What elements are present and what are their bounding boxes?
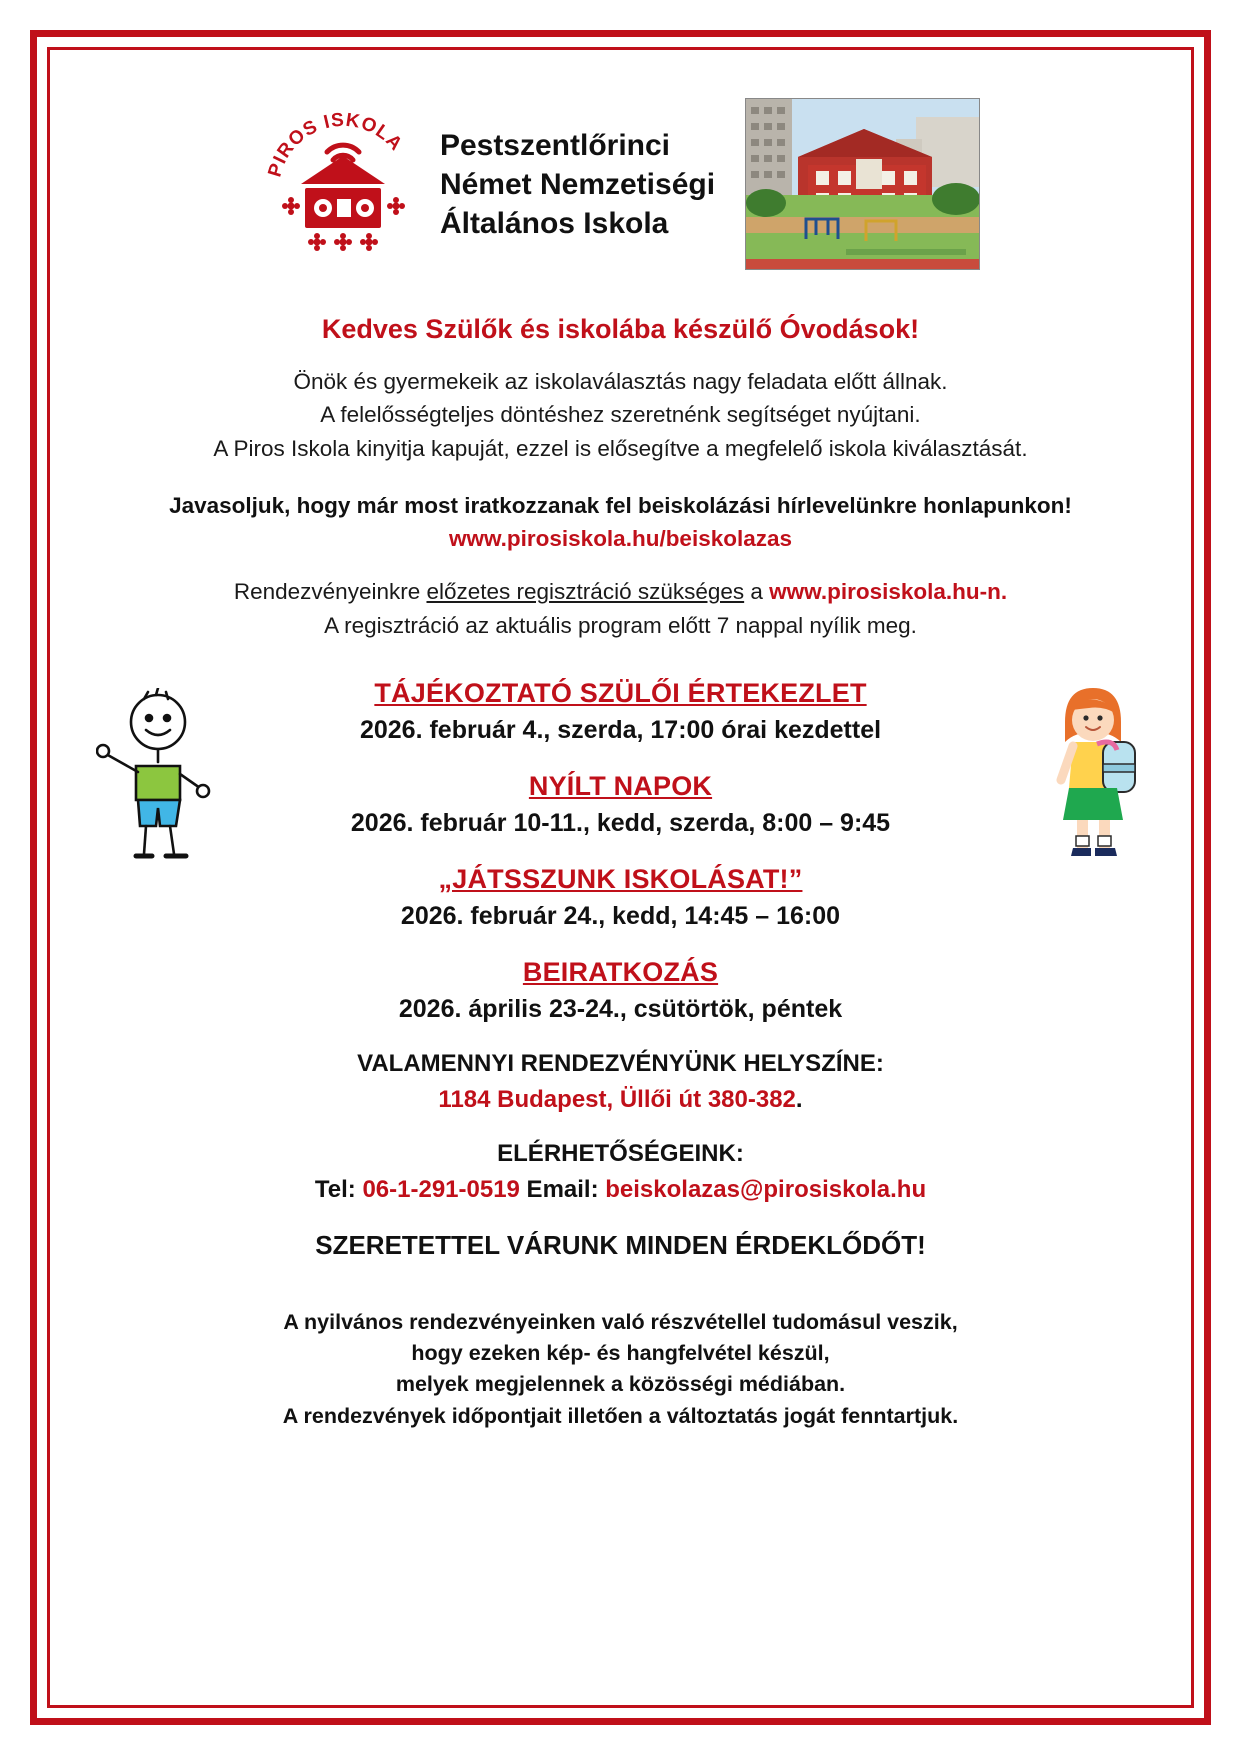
poster-header	[66, 66, 1175, 270]
girl-with-backpack-illustration	[1037, 680, 1147, 870]
school-name	[440, 126, 715, 243]
event-date: 2026. április 23-24., csütörtök, péntek	[398, 995, 843, 1024]
event-item	[66, 864, 1175, 931]
registration-url-link[interactable]: www.pirosiskola.hu	[769, 579, 980, 605]
venue-address-dot: .	[795, 1086, 803, 1114]
newsletter-url-link[interactable]: www.pirosiskola.hu/beiskolazas	[448, 526, 793, 552]
school-name-line-3: Általános Iskola	[439, 206, 669, 240]
venue-block	[66, 1050, 1175, 1114]
phone-number-link[interactable]: 06-1-291-0519	[362, 1176, 520, 1204]
event-item	[66, 678, 1175, 745]
poster-content	[66, 66, 1175, 1689]
registration-line-1	[66, 575, 1175, 608]
registration-middle: a	[744, 579, 770, 605]
school-name-line-1: Pestszentlőrinci	[439, 128, 671, 162]
school-building-photo	[745, 98, 980, 270]
email-address-link[interactable]: beiskolazas@pirosiskola.hu	[605, 1176, 927, 1204]
newsletter-callout	[66, 489, 1175, 556]
phone-label: Tel:	[314, 1176, 363, 1204]
piros-iskola-logo-icon	[261, 104, 426, 264]
footnote-line-4: A rendezvények időpontjait illetően a változtatás jogát fenntartjuk.	[282, 1403, 959, 1428]
event-date: 2026. február 10-11., kedd, szerda, 8:00 – 9:45	[350, 809, 891, 838]
registration-underlined: előzetes regisztráció szükséges	[426, 579, 745, 605]
intro-paragraph	[66, 365, 1175, 465]
footnote-line-1: A nyilvános rendezvényeinken való részvétellel tudomásul veszik,	[283, 1310, 958, 1335]
svg-text:PIROS ISKOLA: PIROS ISKOLA	[264, 109, 407, 180]
venue-label: VALAMENNYI RENDEZVÉNYÜNK HELYSZÍNE:	[357, 1050, 884, 1078]
school-name-line-2: Német Nemzetiségi	[439, 167, 716, 201]
registration-url-suffix: -n.	[979, 579, 1008, 605]
intro-line-2: A felelősségteljes döntéshez szeretnénk segítséget nyújtani.	[320, 402, 921, 428]
footnote-block	[66, 1307, 1175, 1432]
venue-address-text: 1184 Budapest, Üllői út 380-382	[438, 1086, 796, 1114]
venue-address	[66, 1086, 1175, 1114]
poster-title: Kedves Szülők és iskolába készülő Óvodások!	[321, 314, 920, 344]
event-title: „JÁTSSZUNK ISKOLÁSAT!”	[438, 864, 803, 895]
contact-details	[66, 1176, 1175, 1204]
school-logo-block	[261, 104, 715, 264]
contact-block	[66, 1140, 1175, 1204]
newsletter-text: Javasoljuk, hogy már most iratkozzanak fel beiskolázási hírlevelünkre honlapunkon!	[169, 492, 1072, 518]
registration-line-2: A regisztráció az aktuális program előtt 7 nappal nyílik meg.	[324, 612, 917, 638]
event-item	[66, 771, 1175, 838]
contact-label: ELÉRHETŐSÉGEINK:	[497, 1140, 744, 1168]
event-date: 2026. február 4., szerda, 17:00 órai kezdettel	[359, 716, 882, 745]
event-title: TÁJÉKOZTATÓ SZÜLŐI ÉRTEKEZLET	[374, 678, 867, 709]
footnote-line-2: hogy ezeken kép- és hangfelvétel készül,	[411, 1341, 830, 1366]
email-label: Email:	[519, 1176, 606, 1204]
event-item	[66, 957, 1175, 1024]
event-title: NYÍLT NAPOK	[528, 771, 713, 802]
intro-line-1: Önök és gyermekeik az iskolaválasztás nagy feladata előtt állnak.	[293, 369, 948, 394]
intro-line-3: A Piros Iskola kinyitja kapuját, ezzel is elősegítve a megfelelő iskola kiválasztását.	[213, 435, 1028, 461]
boy-waving-illustration	[96, 688, 214, 868]
events-section	[66, 678, 1175, 1024]
welcome-message: SZERETETTEL VÁRUNK MINDEN ÉRDEKLŐDŐT!	[315, 1230, 926, 1261]
event-title: BEIRATKOZÁS	[522, 957, 719, 988]
event-date: 2026. február 24., kedd, 14:45 – 16:00	[400, 902, 841, 931]
registration-note	[66, 575, 1175, 642]
footnote-line-3: melyek megjelennek a közösségi médiában.	[395, 1372, 846, 1397]
registration-prefix: Rendezvényeinkre	[233, 579, 427, 605]
